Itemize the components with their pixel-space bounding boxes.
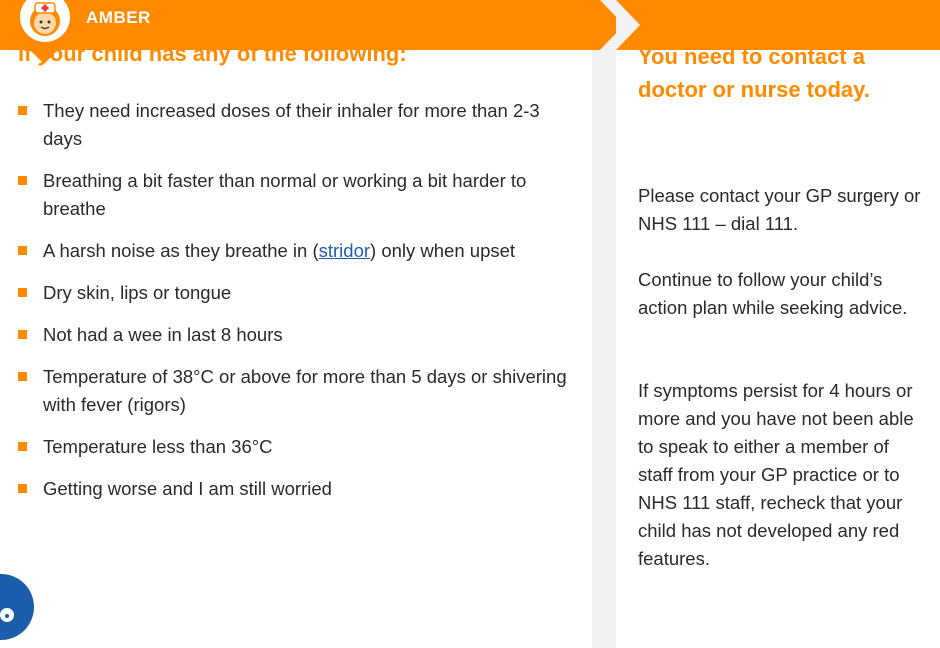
symptom-list: [18, 97, 578, 503]
list-item: [18, 97, 578, 153]
stridor-link[interactable]: stridor: [318, 240, 371, 261]
bullet-icon: [18, 288, 27, 297]
list-item: [18, 279, 578, 307]
advice-paragraph: Please contact your GP surgery or NHS 111 – dial 111.: [638, 185, 921, 234]
nurse-face-icon: [27, 0, 63, 37]
symptom-text: Temperature less than 36°C: [43, 436, 273, 457]
bullet-icon: [18, 176, 27, 185]
list-item: [18, 237, 578, 265]
symptom-text: Dry skin, lips or tongue: [43, 282, 232, 303]
banner-title: AMBER: [86, 8, 151, 27]
bullet-icon: [18, 484, 27, 493]
bullet-icon: [18, 106, 27, 115]
list-item: [18, 433, 578, 461]
advice-paragraph: If symptoms persist for 4 hours or more and you have not been able to speak to either a member of staff from your GP practice or to NHS 111 staff, recheck that your child has not developed any red features.: [638, 380, 914, 569]
symptom-text-post: ) only when upset: [370, 240, 516, 261]
bullet-icon: [18, 372, 27, 381]
bullet-icon: [18, 330, 27, 339]
bullet-icon: [18, 246, 27, 255]
list-item: [18, 321, 578, 349]
list-item: [18, 363, 578, 419]
symptom-text-pre: A harsh noise as they breathe in (: [43, 240, 319, 261]
advice-heading: You need to contact a doctor or nurse today.: [638, 44, 870, 102]
symptom-text: Breathing a bit faster than normal or working a bit harder to breathe: [43, 170, 527, 219]
list-item: [18, 475, 578, 503]
symptom-text: Temperature of 38°C or above for more than 5 days or shivering with fever (rigors): [43, 366, 567, 415]
symptom-text: They need increased doses of their inhaler for more than 2-3 days: [43, 100, 540, 149]
list-item: [18, 167, 578, 223]
nurse-avatar-icon: [20, 0, 70, 42]
advice-paragraph: Continue to follow your child’s action plan while seeking advice.: [638, 269, 908, 318]
symptoms-heading: If your child has any of the following:: [18, 41, 407, 66]
symptom-text: Not had a wee in last 8 hours: [43, 324, 283, 345]
bullet-icon: [18, 442, 27, 451]
symptom-text: Getting worse and I am still worried: [43, 478, 332, 499]
